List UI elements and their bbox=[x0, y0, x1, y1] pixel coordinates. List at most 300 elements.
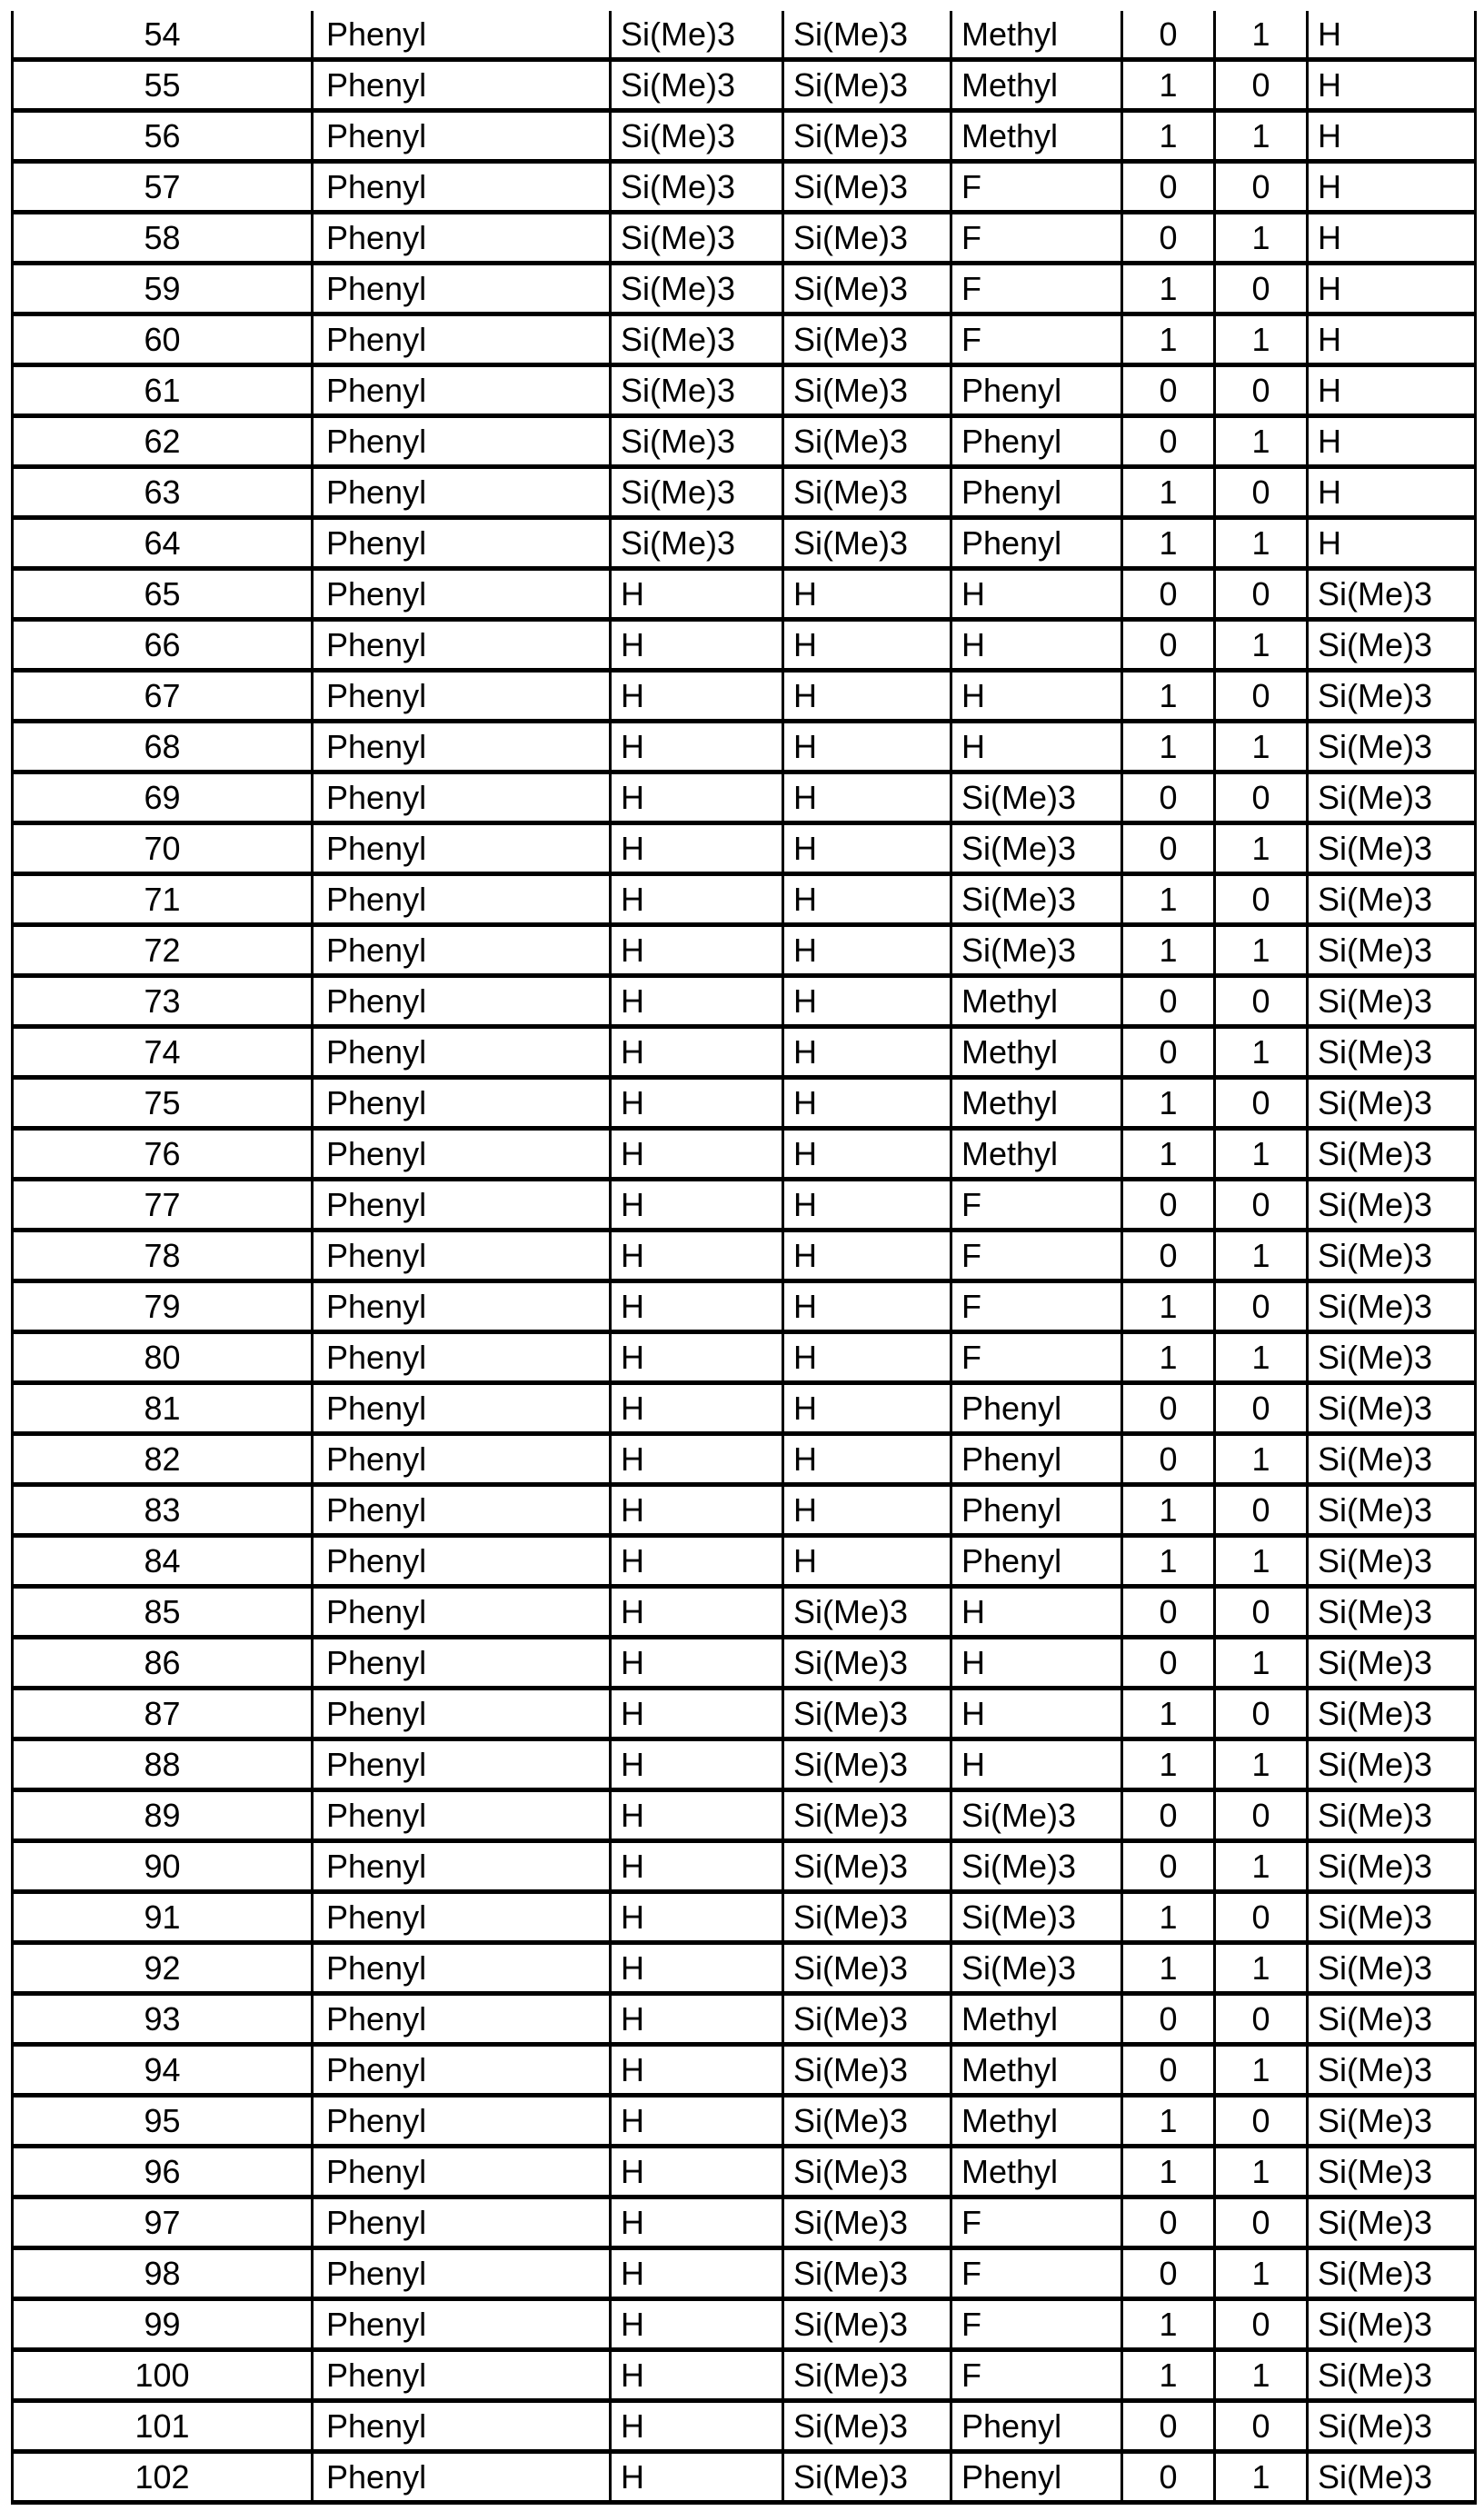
index-a-cell: 0 bbox=[1122, 162, 1215, 213]
substituent-1-cell: Phenyl bbox=[313, 823, 611, 874]
substituent-2-cell: H bbox=[611, 1231, 783, 1281]
substituent-1-cell: Phenyl bbox=[313, 1536, 611, 1587]
table-row bbox=[13, 213, 1476, 264]
substituent-4-cell: H bbox=[951, 671, 1122, 722]
substituent-2-cell: Si(Me)3 bbox=[611, 60, 783, 111]
table-row bbox=[13, 1281, 1476, 1332]
table-row bbox=[13, 722, 1476, 772]
substituent-1-cell: Phenyl bbox=[313, 1129, 611, 1180]
substituent-5-cell: H bbox=[1308, 60, 1476, 111]
substituent-2-cell: H bbox=[611, 1383, 783, 1434]
substituent-1-cell: Phenyl bbox=[313, 111, 611, 162]
index-b-cell: 0 bbox=[1215, 162, 1308, 213]
table-row bbox=[13, 671, 1476, 722]
substituent-3-cell: H bbox=[783, 1536, 951, 1587]
substituent-5-cell: Si(Me)3 bbox=[1308, 2401, 1476, 2452]
index-a-cell: 0 bbox=[1122, 1231, 1215, 1281]
substituent-5-cell: Si(Me)3 bbox=[1308, 1739, 1476, 1790]
substituent-2-cell: H bbox=[611, 925, 783, 976]
table-row bbox=[13, 1332, 1476, 1383]
substituent-3-cell: Si(Me)3 bbox=[783, 264, 951, 314]
index-b-cell: 0 bbox=[1215, 1078, 1308, 1129]
substituent-5-cell: Si(Me)3 bbox=[1308, 1638, 1476, 1689]
substituent-5-cell: Si(Me)3 bbox=[1308, 2248, 1476, 2299]
index-a-cell: 1 bbox=[1122, 264, 1215, 314]
compound-number-cell: 100 bbox=[13, 2350, 313, 2401]
index-b-cell: 1 bbox=[1215, 2452, 1308, 2503]
index-a-cell: 1 bbox=[1122, 1689, 1215, 1739]
compound-number-cell: 59 bbox=[13, 264, 313, 314]
index-a-cell: 0 bbox=[1122, 1790, 1215, 1841]
substituent-3-cell: H bbox=[783, 1332, 951, 1383]
substituent-4-cell: Phenyl bbox=[951, 1383, 1122, 1434]
index-b-cell: 0 bbox=[1215, 60, 1308, 111]
table-row bbox=[13, 1485, 1476, 1536]
substituent-4-cell: H bbox=[951, 569, 1122, 620]
index-a-cell: 1 bbox=[1122, 111, 1215, 162]
substituent-3-cell: H bbox=[783, 1129, 951, 1180]
index-a-cell: 0 bbox=[1122, 1383, 1215, 1434]
table-row bbox=[13, 1180, 1476, 1231]
substituent-1-cell: Phenyl bbox=[313, 2452, 611, 2503]
table-row bbox=[13, 314, 1476, 365]
index-b-cell: 1 bbox=[1215, 1739, 1308, 1790]
index-b-cell: 0 bbox=[1215, 569, 1308, 620]
substituent-2-cell: H bbox=[611, 2299, 783, 2350]
table-row bbox=[13, 1536, 1476, 1587]
substituent-1-cell: Phenyl bbox=[313, 2350, 611, 2401]
index-a-cell: 0 bbox=[1122, 2452, 1215, 2503]
compound-number-cell: 82 bbox=[13, 1434, 313, 1485]
substituent-3-cell: Si(Me)3 bbox=[783, 2045, 951, 2096]
substituent-1-cell: Phenyl bbox=[313, 1485, 611, 1536]
substituent-5-cell: Si(Me)3 bbox=[1308, 1485, 1476, 1536]
substituent-1-cell: Phenyl bbox=[313, 467, 611, 518]
substituent-4-cell: F bbox=[951, 162, 1122, 213]
index-b-cell: 0 bbox=[1215, 671, 1308, 722]
index-b-cell: 0 bbox=[1215, 1180, 1308, 1231]
substituent-1-cell: Phenyl bbox=[313, 1078, 611, 1129]
substituent-4-cell: Si(Me)3 bbox=[951, 1892, 1122, 1943]
compound-number-cell: 71 bbox=[13, 874, 313, 925]
compound-number-cell: 90 bbox=[13, 1841, 313, 1892]
substituent-3-cell: Si(Me)3 bbox=[783, 2096, 951, 2147]
index-a-cell: 1 bbox=[1122, 518, 1215, 569]
substituent-4-cell: F bbox=[951, 2248, 1122, 2299]
compound-number-cell: 56 bbox=[13, 111, 313, 162]
compound-number-cell: 101 bbox=[13, 2401, 313, 2452]
substituent-2-cell: H bbox=[611, 1790, 783, 1841]
table-row bbox=[13, 874, 1476, 925]
substituent-2-cell: H bbox=[611, 671, 783, 722]
compound-number-cell: 76 bbox=[13, 1129, 313, 1180]
substituent-1-cell: Phenyl bbox=[313, 620, 611, 671]
substituent-4-cell: Si(Me)3 bbox=[951, 772, 1122, 823]
table-row bbox=[13, 2197, 1476, 2248]
substituent-4-cell: Phenyl bbox=[951, 2452, 1122, 2503]
table-row bbox=[13, 518, 1476, 569]
substituent-2-cell: H bbox=[611, 2045, 783, 2096]
substituent-5-cell: Si(Me)3 bbox=[1308, 1231, 1476, 1281]
index-a-cell: 0 bbox=[1122, 1638, 1215, 1689]
index-a-cell: 0 bbox=[1122, 365, 1215, 416]
index-a-cell: 0 bbox=[1122, 213, 1215, 264]
substituent-2-cell: H bbox=[611, 1180, 783, 1231]
substituent-5-cell: Si(Me)3 bbox=[1308, 1892, 1476, 1943]
substituent-2-cell: H bbox=[611, 1485, 783, 1536]
substituent-1-cell: Phenyl bbox=[313, 1943, 611, 1994]
substituent-1-cell: Phenyl bbox=[313, 1689, 611, 1739]
table-row bbox=[13, 1689, 1476, 1739]
substituent-2-cell: Si(Me)3 bbox=[611, 162, 783, 213]
substituent-1-cell: Phenyl bbox=[313, 2096, 611, 2147]
compound-number-cell: 94 bbox=[13, 2045, 313, 2096]
substituent-3-cell: Si(Me)3 bbox=[783, 2299, 951, 2350]
index-a-cell: 1 bbox=[1122, 1129, 1215, 1180]
index-a-cell: 0 bbox=[1122, 976, 1215, 1027]
substituent-2-cell: H bbox=[611, 1994, 783, 2045]
substituent-2-cell: Si(Me)3 bbox=[611, 467, 783, 518]
table-row bbox=[13, 1790, 1476, 1841]
substituent-4-cell: F bbox=[951, 1281, 1122, 1332]
index-b-cell: 1 bbox=[1215, 722, 1308, 772]
substituent-3-cell: H bbox=[783, 1485, 951, 1536]
substituent-2-cell: H bbox=[611, 1841, 783, 1892]
index-a-cell: 0 bbox=[1122, 1841, 1215, 1892]
table-row bbox=[13, 60, 1476, 111]
table-row bbox=[13, 1739, 1476, 1790]
substituent-5-cell: H bbox=[1308, 162, 1476, 213]
substituent-1-cell: Phenyl bbox=[313, 1841, 611, 1892]
substituent-1-cell: Phenyl bbox=[313, 264, 611, 314]
substituent-5-cell: H bbox=[1308, 11, 1476, 60]
substituent-5-cell: Si(Me)3 bbox=[1308, 1180, 1476, 1231]
table-row bbox=[13, 1027, 1476, 1078]
substituent-3-cell: H bbox=[783, 620, 951, 671]
index-a-cell: 0 bbox=[1122, 11, 1215, 60]
substituent-1-cell: Phenyl bbox=[313, 60, 611, 111]
substituent-2-cell: H bbox=[611, 874, 783, 925]
substituent-4-cell: Methyl bbox=[951, 2096, 1122, 2147]
substituent-2-cell: H bbox=[611, 722, 783, 772]
table-row bbox=[13, 823, 1476, 874]
substituent-3-cell: H bbox=[783, 874, 951, 925]
substituent-4-cell: Methyl bbox=[951, 1027, 1122, 1078]
table-row bbox=[13, 1841, 1476, 1892]
substituent-3-cell: Si(Me)3 bbox=[783, 1790, 951, 1841]
substituent-2-cell: Si(Me)3 bbox=[611, 111, 783, 162]
substituent-1-cell: Phenyl bbox=[313, 1994, 611, 2045]
substituent-5-cell: Si(Me)3 bbox=[1308, 874, 1476, 925]
compound-number-cell: 89 bbox=[13, 1790, 313, 1841]
substituent-5-cell: Si(Me)3 bbox=[1308, 976, 1476, 1027]
table-row bbox=[13, 1892, 1476, 1943]
index-a-cell: 1 bbox=[1122, 314, 1215, 365]
index-a-cell: 0 bbox=[1122, 2401, 1215, 2452]
substituent-5-cell: Si(Me)3 bbox=[1308, 1587, 1476, 1638]
substituent-4-cell: H bbox=[951, 620, 1122, 671]
index-b-cell: 0 bbox=[1215, 2401, 1308, 2452]
substituent-2-cell: H bbox=[611, 1129, 783, 1180]
table-row bbox=[13, 569, 1476, 620]
substituent-5-cell: Si(Me)3 bbox=[1308, 1536, 1476, 1587]
substituent-2-cell: H bbox=[611, 1587, 783, 1638]
index-a-cell: 0 bbox=[1122, 772, 1215, 823]
table-row bbox=[13, 11, 1476, 60]
substituent-4-cell: Si(Me)3 bbox=[951, 925, 1122, 976]
substituent-5-cell: H bbox=[1308, 213, 1476, 264]
substituent-3-cell: Si(Me)3 bbox=[783, 518, 951, 569]
substituent-2-cell: H bbox=[611, 772, 783, 823]
substituent-1-cell: Phenyl bbox=[313, 1892, 611, 1943]
substituent-5-cell: Si(Me)3 bbox=[1308, 1027, 1476, 1078]
substituent-2-cell: H bbox=[611, 1892, 783, 1943]
substituent-5-cell: Si(Me)3 bbox=[1308, 2299, 1476, 2350]
substituent-5-cell: Si(Me)3 bbox=[1308, 1790, 1476, 1841]
index-a-cell: 1 bbox=[1122, 1485, 1215, 1536]
table-row bbox=[13, 1994, 1476, 2045]
substituent-5-cell: Si(Me)3 bbox=[1308, 1078, 1476, 1129]
table-row bbox=[13, 1231, 1476, 1281]
table-row bbox=[13, 2248, 1476, 2299]
substituent-3-cell: H bbox=[783, 1180, 951, 1231]
index-b-cell: 1 bbox=[1215, 1231, 1308, 1281]
compound-number-cell: 68 bbox=[13, 722, 313, 772]
substituent-2-cell: H bbox=[611, 1638, 783, 1689]
substituent-4-cell: H bbox=[951, 1638, 1122, 1689]
substituent-4-cell: Methyl bbox=[951, 111, 1122, 162]
table-body bbox=[13, 11, 1476, 2503]
substituent-4-cell: Phenyl bbox=[951, 365, 1122, 416]
index-b-cell: 0 bbox=[1215, 1892, 1308, 1943]
substituent-4-cell: H bbox=[951, 1689, 1122, 1739]
substituent-2-cell: H bbox=[611, 823, 783, 874]
substituent-4-cell: F bbox=[951, 1231, 1122, 1281]
substituent-2-cell: H bbox=[611, 2350, 783, 2401]
substituent-2-cell: H bbox=[611, 1536, 783, 1587]
compound-number-cell: 73 bbox=[13, 976, 313, 1027]
index-b-cell: 1 bbox=[1215, 1434, 1308, 1485]
substituent-1-cell: Phenyl bbox=[313, 1638, 611, 1689]
compound-number-cell: 66 bbox=[13, 620, 313, 671]
substituent-4-cell: Methyl bbox=[951, 2147, 1122, 2197]
substituent-3-cell: Si(Me)3 bbox=[783, 162, 951, 213]
substituent-3-cell: H bbox=[783, 1434, 951, 1485]
substituent-5-cell: Si(Me)3 bbox=[1308, 2147, 1476, 2197]
index-a-cell: 0 bbox=[1122, 1434, 1215, 1485]
substituent-1-cell: Phenyl bbox=[313, 671, 611, 722]
compound-number-cell: 67 bbox=[13, 671, 313, 722]
substituent-5-cell: Si(Me)3 bbox=[1308, 2197, 1476, 2248]
substituent-3-cell: H bbox=[783, 1078, 951, 1129]
compound-number-cell: 69 bbox=[13, 772, 313, 823]
substituent-1-cell: Phenyl bbox=[313, 2197, 611, 2248]
substituent-3-cell: H bbox=[783, 722, 951, 772]
substituent-3-cell: Si(Me)3 bbox=[783, 1587, 951, 1638]
substituent-4-cell: Methyl bbox=[951, 1129, 1122, 1180]
index-b-cell: 0 bbox=[1215, 2197, 1308, 2248]
substituent-1-cell: Phenyl bbox=[313, 1027, 611, 1078]
substituent-3-cell: Si(Me)3 bbox=[783, 2401, 951, 2452]
substituent-4-cell: Phenyl bbox=[951, 467, 1122, 518]
index-b-cell: 1 bbox=[1215, 518, 1308, 569]
index-b-cell: 1 bbox=[1215, 823, 1308, 874]
substituent-4-cell: Methyl bbox=[951, 976, 1122, 1027]
substituent-3-cell: Si(Me)3 bbox=[783, 111, 951, 162]
substituent-3-cell: Si(Me)3 bbox=[783, 467, 951, 518]
substituent-1-cell: Phenyl bbox=[313, 314, 611, 365]
index-a-cell: 0 bbox=[1122, 1027, 1215, 1078]
compound-number-cell: 97 bbox=[13, 2197, 313, 2248]
substituent-5-cell: Si(Me)3 bbox=[1308, 671, 1476, 722]
substituent-4-cell: Methyl bbox=[951, 2045, 1122, 2096]
substituent-4-cell: Phenyl bbox=[951, 416, 1122, 467]
substituent-5-cell: Si(Me)3 bbox=[1308, 1841, 1476, 1892]
substituent-2-cell: Si(Me)3 bbox=[611, 365, 783, 416]
compound-number-cell: 83 bbox=[13, 1485, 313, 1536]
substituent-4-cell: F bbox=[951, 314, 1122, 365]
substituent-3-cell: Si(Me)3 bbox=[783, 1638, 951, 1689]
index-b-cell: 1 bbox=[1215, 1841, 1308, 1892]
substituent-5-cell: Si(Me)3 bbox=[1308, 2045, 1476, 2096]
substituent-4-cell: Methyl bbox=[951, 60, 1122, 111]
substituent-1-cell: Phenyl bbox=[313, 365, 611, 416]
substituent-3-cell: Si(Me)3 bbox=[783, 2197, 951, 2248]
index-b-cell: 1 bbox=[1215, 620, 1308, 671]
substituent-4-cell: Methyl bbox=[951, 1994, 1122, 2045]
substituent-2-cell: Si(Me)3 bbox=[611, 416, 783, 467]
table-row bbox=[13, 2350, 1476, 2401]
index-a-cell: 1 bbox=[1122, 1739, 1215, 1790]
index-b-cell: 0 bbox=[1215, 1383, 1308, 1434]
index-a-cell: 1 bbox=[1122, 722, 1215, 772]
substituent-4-cell: Si(Me)3 bbox=[951, 874, 1122, 925]
substituent-2-cell: H bbox=[611, 2452, 783, 2503]
substituent-5-cell: Si(Me)3 bbox=[1308, 1281, 1476, 1332]
substituent-2-cell: H bbox=[611, 2248, 783, 2299]
compound-number-cell: 80 bbox=[13, 1332, 313, 1383]
substituent-5-cell: Si(Me)3 bbox=[1308, 1383, 1476, 1434]
table-row bbox=[13, 467, 1476, 518]
substituent-2-cell: H bbox=[611, 1332, 783, 1383]
index-b-cell: 0 bbox=[1215, 772, 1308, 823]
index-a-cell: 1 bbox=[1122, 671, 1215, 722]
substituent-1-cell: Phenyl bbox=[313, 976, 611, 1027]
compound-number-cell: 79 bbox=[13, 1281, 313, 1332]
substituent-1-cell: Phenyl bbox=[313, 2147, 611, 2197]
index-b-cell: 0 bbox=[1215, 2299, 1308, 2350]
index-a-cell: 1 bbox=[1122, 2299, 1215, 2350]
compound-number-cell: 99 bbox=[13, 2299, 313, 2350]
substituent-3-cell: Si(Me)3 bbox=[783, 11, 951, 60]
table-row bbox=[13, 1943, 1476, 1994]
index-b-cell: 0 bbox=[1215, 976, 1308, 1027]
compound-number-cell: 81 bbox=[13, 1383, 313, 1434]
compound-number-cell: 93 bbox=[13, 1994, 313, 2045]
index-a-cell: 1 bbox=[1122, 1078, 1215, 1129]
index-a-cell: 1 bbox=[1122, 1281, 1215, 1332]
index-a-cell: 1 bbox=[1122, 1332, 1215, 1383]
index-a-cell: 1 bbox=[1122, 467, 1215, 518]
substituent-3-cell: H bbox=[783, 772, 951, 823]
substituent-5-cell: H bbox=[1308, 264, 1476, 314]
index-b-cell: 1 bbox=[1215, 213, 1308, 264]
index-b-cell: 0 bbox=[1215, 1994, 1308, 2045]
compound-number-cell: 92 bbox=[13, 1943, 313, 1994]
substituent-3-cell: Si(Me)3 bbox=[783, 1739, 951, 1790]
substituent-4-cell: F bbox=[951, 2197, 1122, 2248]
compound-number-cell: 70 bbox=[13, 823, 313, 874]
substituent-1-cell: Phenyl bbox=[313, 1332, 611, 1383]
compound-number-cell: 64 bbox=[13, 518, 313, 569]
index-a-cell: 0 bbox=[1122, 1180, 1215, 1231]
index-a-cell: 0 bbox=[1122, 416, 1215, 467]
substituent-4-cell: Phenyl bbox=[951, 2401, 1122, 2452]
table-row bbox=[13, 2452, 1476, 2503]
substituent-3-cell: H bbox=[783, 1383, 951, 1434]
index-b-cell: 0 bbox=[1215, 874, 1308, 925]
compound-number-cell: 102 bbox=[13, 2452, 313, 2503]
index-b-cell: 1 bbox=[1215, 1332, 1308, 1383]
table-row bbox=[13, 1638, 1476, 1689]
substituent-3-cell: Si(Me)3 bbox=[783, 2350, 951, 2401]
compound-number-cell: 74 bbox=[13, 1027, 313, 1078]
substituent-2-cell: H bbox=[611, 976, 783, 1027]
table-row bbox=[13, 772, 1476, 823]
table-row bbox=[13, 925, 1476, 976]
substituent-1-cell: Phenyl bbox=[313, 2401, 611, 2452]
substituent-5-cell: Si(Me)3 bbox=[1308, 1689, 1476, 1739]
index-b-cell: 0 bbox=[1215, 365, 1308, 416]
compound-number-cell: 77 bbox=[13, 1180, 313, 1231]
substituent-3-cell: Si(Me)3 bbox=[783, 1689, 951, 1739]
index-a-cell: 1 bbox=[1122, 1892, 1215, 1943]
compound-number-cell: 85 bbox=[13, 1587, 313, 1638]
index-b-cell: 1 bbox=[1215, 1943, 1308, 1994]
substituent-1-cell: Phenyl bbox=[313, 569, 611, 620]
table-row bbox=[13, 2096, 1476, 2147]
substituent-4-cell: Phenyl bbox=[951, 1485, 1122, 1536]
substituent-3-cell: H bbox=[783, 976, 951, 1027]
substituent-4-cell: Phenyl bbox=[951, 518, 1122, 569]
index-a-cell: 1 bbox=[1122, 1943, 1215, 1994]
substituent-5-cell: Si(Me)3 bbox=[1308, 569, 1476, 620]
substituent-3-cell: Si(Me)3 bbox=[783, 1841, 951, 1892]
substituent-3-cell: Si(Me)3 bbox=[783, 1994, 951, 2045]
substituent-3-cell: Si(Me)3 bbox=[783, 314, 951, 365]
substituent-1-cell: Phenyl bbox=[313, 2045, 611, 2096]
table-row bbox=[13, 162, 1476, 213]
compound-number-cell: 87 bbox=[13, 1689, 313, 1739]
substituent-2-cell: Si(Me)3 bbox=[611, 314, 783, 365]
substituent-4-cell: Methyl bbox=[951, 1078, 1122, 1129]
substituent-1-cell: Phenyl bbox=[313, 1739, 611, 1790]
index-b-cell: 0 bbox=[1215, 2096, 1308, 2147]
substituent-3-cell: H bbox=[783, 1281, 951, 1332]
index-a-cell: 1 bbox=[1122, 1536, 1215, 1587]
substituent-5-cell: H bbox=[1308, 416, 1476, 467]
table-row bbox=[13, 2401, 1476, 2452]
substituent-1-cell: Phenyl bbox=[313, 1383, 611, 1434]
substituent-4-cell: Methyl bbox=[951, 11, 1122, 60]
substituent-1-cell: Phenyl bbox=[313, 1434, 611, 1485]
index-a-cell: 0 bbox=[1122, 1587, 1215, 1638]
substituent-2-cell: Si(Me)3 bbox=[611, 518, 783, 569]
substituent-3-cell: H bbox=[783, 925, 951, 976]
substituent-5-cell: Si(Me)3 bbox=[1308, 1129, 1476, 1180]
substituent-1-cell: Phenyl bbox=[313, 925, 611, 976]
substituent-3-cell: H bbox=[783, 671, 951, 722]
